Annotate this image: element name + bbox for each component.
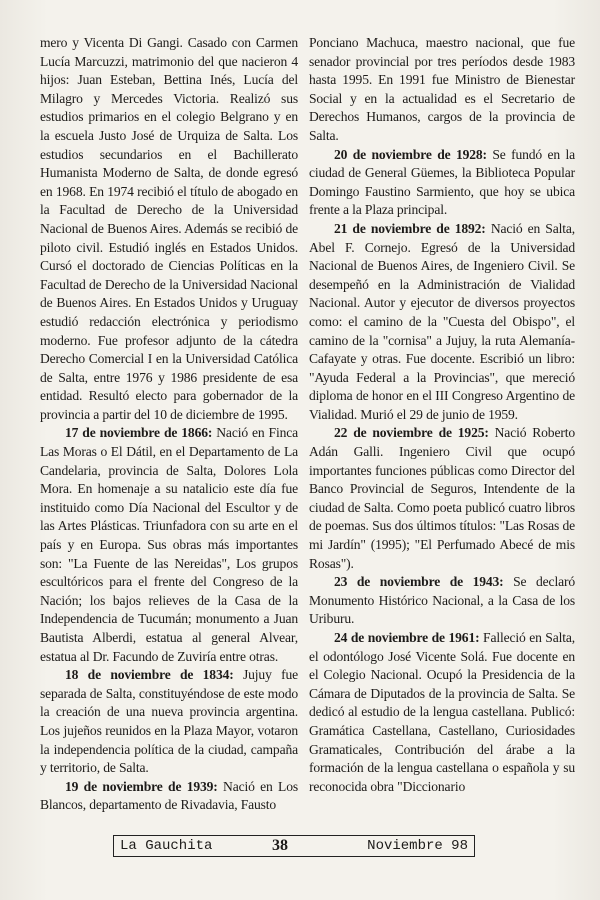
entry-18-nov [40,666,298,778]
entry-23-nov [309,573,575,629]
magazine-name: La Gauchita [120,838,213,854]
entry-date: 24 de noviembre de 1961: [334,630,480,645]
entry-date: 19 de noviembre de 1939: [65,778,218,794]
entry-date: 22 de noviembre de 1925: [334,425,489,441]
entry-date: 20 de noviembre de 1928: [334,146,487,162]
entry-text: Nació Roberto Adán Galli. Ingeniero Civil que ocupó importantes funciones públicas como Director del Banco Provincial de Seguros, Intendente de la ciudad de Salta. Como poeta publicó cuatro libros de poemas. Sus dos últimos títulos: "Las Rosas de mi Jardín" (1995); "El Perfumado Abecé de mis Rosas"). [309,425,575,571]
entry-text: Nació en Finca Las Moras o El Dátil, en el Departamento de La Candelaria, provincia de Salta, Dolores Lola Mora. En homenaje a su natalicio este día fue instituido como Día Nacional del Escultor y de las Artes Plásticas. Triunfadora con su arte en el país y en Europa. Sus obras más importantes son: "La Fuente de las Nereidas", Los grupos escultóricos para el frente del Congreso de la Nación; los bajos relieves de la Casa de la Independencia de Tucumán; monumento a Juan Bautista Alberdi, estatua al general Alvear, estatua al Dr. Facundo de Zuviría entre otras. [40,425,298,664]
entry-17-nov [40,424,298,666]
page-number: 38 [272,837,288,854]
issue-date: Noviembre 98 [367,838,468,854]
entry-text: Falleció en Salta, el odontólogo José Vicente Solá. Fue docente en el Colegio Nacional. Ocupó la Presidencia de la Cámara de Diputados de la provincia de Salta. Se dedicó al estudio de la lengua castellana. Publicó: Gramática Castellana, Castellano, Curiosidades Gramaticales, Contribución del árabe a la formación de la lengua castellana o española y su reconocida obra "Diccionario [309,630,575,794]
entry-19-nov [40,778,298,815]
left-column [40,34,298,815]
left-intro-paragraph: mero y Vicenta Di Gangi. Casado con Carmen Lucía Marcuzzi, matrimonio del que nacieron 4 hijos: Juan Esteban, Bettina Inés, Lucía del Milagro y Mercedes Victoria. Realizó sus estudios primarios en el colegio Belgrano y en la escuela Justo José de Urquiza de Salta. Los estudios secundarios en el Bachillerato Humanista Moderno de Salta, de donde egresó en 1968. En 1974 recibió el título de abogado en la Facultad de Derecho de la Universidad Nacional de Buenos Aires. Además se recibió de piloto civil. Estudió inglés en Estados Unidos. Cursó el doctorado de Ciencias Políticas en la Facultad de Derecho de la Universidad Nacional de Buenos Aires. En Estados Unidos y Uruguay estudió redacción electrónica y periodismo moderno. Fue profesor adjunto de la cátedra Derecho Comercial I en la Universidad Católica de Salta, entre 1976 y 1986 presidente de esa entidad. Resultó electo para gobernador de la provincia a partir del 10 de diciembre de 1995. [40,35,298,422]
entry-date: 23 de noviembre de 1943: [334,574,504,590]
entry-22-nov [309,424,575,573]
entry-20-nov [309,146,575,220]
entry-text: Nació en Los Blancos, departamento de Rivadavia, Fausto [40,778,298,813]
entry-date: 18 de noviembre de 1834: [65,667,234,683]
page-footer [113,835,475,857]
entry-date: 17 de noviembre de 1866: [65,425,213,441]
entry-text: Se declaró Monumento Histórico Nacional, a la Casa de los Uriburu. [309,574,575,627]
entry-24-nov [309,629,575,796]
entry-text: Jujuy fue separada de Salta, constituyéndose de este modo la creación de una nueva provincia argentina. Los jujeños reunidos en la Plaza Mayor, votaron la independencia política de la ciudad, campaña y territorio, de Salta. [40,667,298,776]
right-intro-paragraph: Ponciano Machuca, maestro nacional, que fue senador provincial por tres períodos desde 1983 hasta 1995. En 1991 fue Ministro de Bienestar Social y en la actualidad es el Secretario de Derechos Humanos, cargos de la provincia de Salta. [309,35,575,143]
entry-text: Se fundó en la ciudad de General Güemes, la Biblioteca Popular Domingo Faustino Sarmiento, que hoy se ubica frente a la Plaza principal. [309,146,575,218]
entry-date: 21 de noviembre de 1892: [334,220,486,236]
right-column [309,34,575,796]
entry-21-nov [309,220,575,425]
entry-text: Nació en Salta, Abel F. Cornejo. Egresó de la Universidad Nacional de Buenos Aires, de Ingeniero Civil. Se desempeñó en la Administración de Vialidad Nacional. Autor y ejecutor de diversos proyectos como: el camino de la "Cuesta del Obispo", el camino de la "cornisa" a Jujuy, la ruta Alemanía-Cafayate y otras. Fue docente. Escribió un libro: "Ayuda Federal a la Provincias", que mereció diploma de honor en el III Congreso Argentino de Vialidad. Murió el 29 de junio de 1959. [309,220,575,422]
